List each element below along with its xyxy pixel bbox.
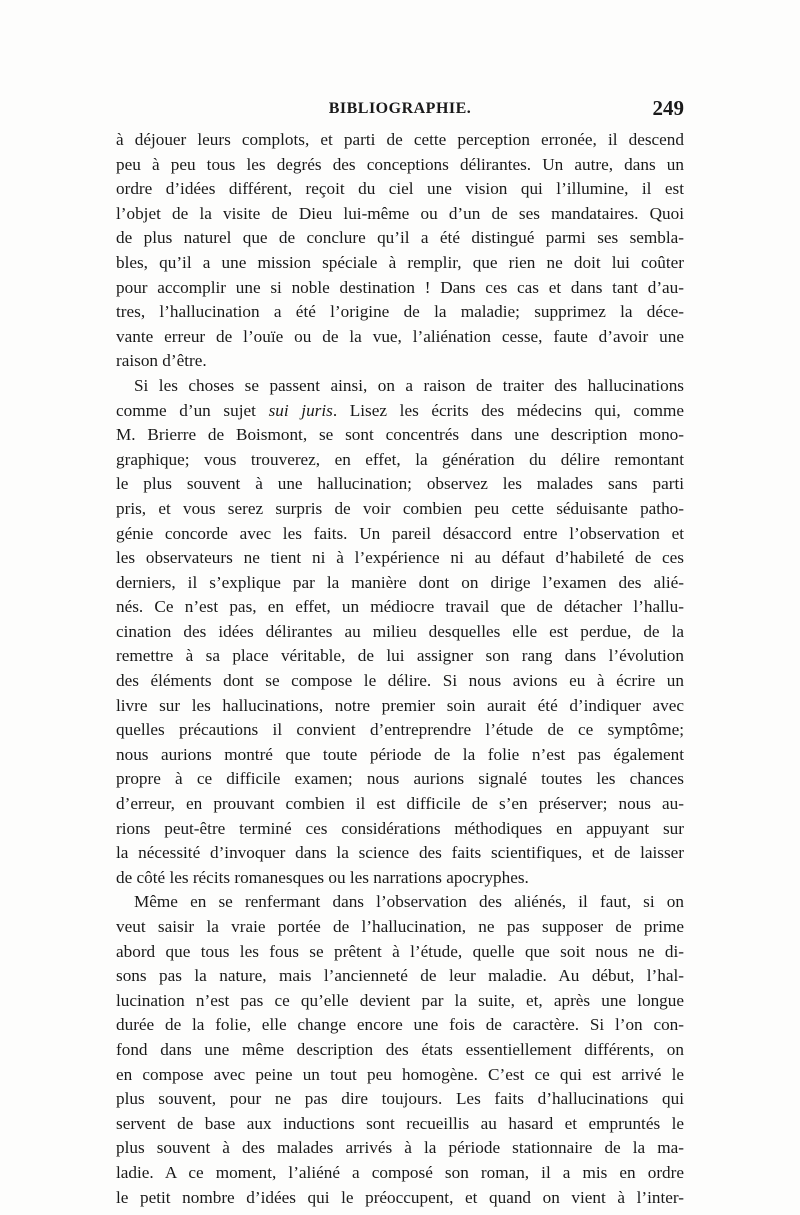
text-line: plus souvent à des malades arrivés à la période stationnaire de la ma- [116, 1138, 684, 1158]
text-line: nous aurions montré que toute période de la folie n’est pas également [116, 744, 684, 764]
text-line: propre à ce difficile examen; nous aurions signalé toutes les chances [116, 769, 684, 789]
text-line: pour accomplir une si noble destination ! Dans ces cas et dans tant d’au- [116, 277, 684, 297]
text-line: génie concorde avec les faits. Un pareil désaccord entre l’observation et [116, 523, 684, 543]
text-line: cination des idées délirantes au milieu desquelles elle est perdue, de la [116, 621, 684, 641]
text-line: lucination n’est pas ce qu’elle devient par la suite, et, après une longue [116, 990, 684, 1010]
text-line: ordre d’idées différent, reçoit du ciel une vision qui l’illumine, il est [116, 179, 684, 199]
text-line: pris, et vous serez surpris de voir combien peu cette séduisante patho- [116, 498, 684, 518]
text-line: rions peut-être terminé ces considérations méthodiques en appuyant sur [116, 818, 684, 838]
text-line: sons pas la nature, mais l’ancienneté de leur maladie. Au début, l’hal- [116, 966, 684, 986]
text-line: Même en se renfermant dans l’observation des aliénés, il faut, si on [134, 892, 684, 912]
text-line: abord que tous les fous se prêtent à l’étude, quelle que soit nous ne di- [116, 941, 684, 961]
text-line: Si les choses se passent ainsi, on a raison de traiter des hallucinations [134, 375, 684, 395]
text-line: comme d’un sujet sui juris. Lisez les écrits des médecins qui, comme [116, 400, 684, 420]
text-line: M. Brierre de Boismont, se sont concentrés dans une description mono- [116, 425, 684, 445]
text-line: de côté les récits romanesques ou les narrations apocryphes. [116, 867, 529, 887]
text-line: tres, l’hallucination a été l’origine de la maladie; supprimez la déce- [116, 302, 684, 322]
text-line: ladie. A ce moment, l’aliéné a composé son roman, il a mis en ordre [116, 1162, 684, 1182]
italic-phrase: sui juris [268, 400, 333, 420]
running-title: BIBLIOGRAPHIE. [328, 100, 472, 117]
text-line: nés. Ce n’est pas, en effet, un médiocre travail que de détacher l’hallu- [116, 597, 684, 617]
text-line: d’erreur, en prouvant combien il est difficile de s’en préserver; nous au- [116, 794, 684, 814]
text-line: en compose avec peine un tout peu homogène. C’est ce qui est arrivé le [116, 1064, 684, 1084]
text-line: le plus souvent à une hallucination; observez les malades sans parti [116, 474, 684, 494]
text-line: livre sur les hallucinations, notre premier soin aurait été d’indiquer avec [116, 695, 684, 715]
text-line: veut saisir la vraie portée de l’hallucination, ne pas supposer de prime [116, 917, 684, 936]
text-line: servent de base aux inductions sont recueillis au hasard et empruntés le [116, 1113, 684, 1133]
text-line: bles, qu’il a une mission spéciale à remplir, que rien ne doit lui coûter [116, 252, 684, 272]
text-line: plus souvent, pour ne pas dire toujours. Les faits d’hallucinations qui [116, 1089, 684, 1109]
page-number: 249 [652, 96, 684, 120]
running-head [116, 96, 684, 124]
text-line: peu à peu tous les degrés des conceptions délirantes. Un autre, dans un [116, 154, 684, 174]
body-text [116, 128, 684, 1210]
text-line: derniers, il s’explique par la manière dont on dirige l’examen des alié- [116, 572, 684, 592]
text-line: de plus naturel que de conclure qu’il a été distingué parmi ses sembla- [116, 228, 684, 248]
text-line: la nécessité d’invoquer dans la science des faits scientifiques, et de laisser [116, 843, 684, 863]
text-line: les observateurs ne tient ni à l’expérience ni au défaut d’habileté de ces [116, 548, 684, 568]
text-line: fond dans une même description des états essentiellement différents, on [116, 1039, 684, 1059]
text-line: remettre à sa place véritable, de lui assigner son rang dans l’évolution [116, 646, 684, 666]
text-line: l’objet de la visite de Dieu lui-même ou d’un de ses mandataires. Quoi [116, 203, 684, 223]
text-line: à déjouer leurs complots, et parti de cette perception erronée, il descend [116, 130, 684, 149]
text-line: des éléments dont se compose le délire. Si nous avions eu à écrire un [116, 671, 684, 691]
text-line: le petit nombre d’idées qui le préoccupent, et quand on vient à l’inter- [116, 1187, 684, 1207]
text-line: raison d’être. [116, 351, 207, 371]
text-line: vante erreur de l’ouïe ou de la vue, l’aliénation cesse, faute d’avoir une [116, 326, 684, 346]
text-line: quelles précautions il convient d’entreprendre l’étude de ce symptôme; [116, 720, 684, 740]
text-line: graphique; vous trouverez, en effet, la génération du délire remontant [116, 449, 684, 469]
text-line: durée de la folie, elle change encore une fois de caractère. Si l’on con- [116, 1015, 684, 1035]
